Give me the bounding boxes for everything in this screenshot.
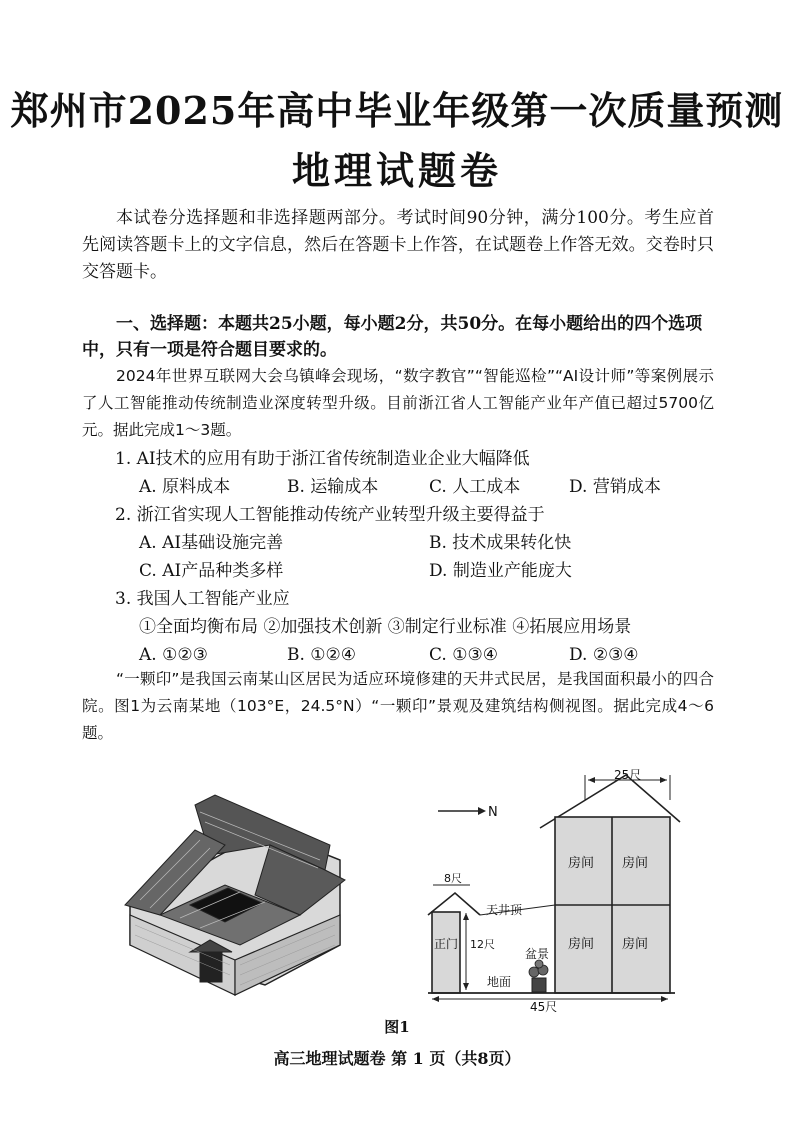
room-label-2: 房间 [622, 856, 649, 871]
question-2-option-d: D. 制造业产能庞大 [429, 561, 572, 581]
question-3-statements: ①全面均衡布局 ②加强技术创新 ③制定行业标准 ④拓展应用场景 [139, 617, 632, 637]
structure-side-view [428, 768, 680, 1014]
exam-instructions: 本试卷分选择题和非选择题两部分。考试时间90分钟，满分100分。考生应首先阅读答题卡上的文字信息，然后在答题卡上作答，在试题卷上作答无效。交卷时只交答题卡。 [82, 208, 714, 282]
question-1-option-d: D. 营销成本 [569, 477, 661, 497]
bonsai-label: 盆景 [525, 947, 550, 961]
question-3-option-a: A. ①②③ [139, 645, 208, 665]
question-3-option-c: C. ①③④ [429, 645, 498, 665]
courtyard-house-illustration [125, 795, 345, 995]
dimension-25-label: 25尺 [614, 768, 642, 782]
question-3-stem: 3. 我国人工智能产业应 [115, 589, 290, 609]
page-footer: 高三地理试题卷 第 1 页（共8页） [273, 1049, 521, 1068]
page-subtitle: 地理试题卷 [291, 148, 502, 193]
dimension-12-label: 12尺 [470, 938, 495, 951]
question-2-stem: 2. 浙江省实现人工智能推动传统产业转型升级主要得益于 [115, 505, 545, 525]
question-1-option-c: C. 人工成本 [429, 477, 521, 497]
figure-caption: 图1 [384, 1018, 410, 1036]
question-2-option-b: B. 技术成果转化快 [429, 533, 572, 553]
ground-label: 地面 [487, 975, 512, 989]
room-label-3: 房间 [568, 937, 595, 952]
north-label: N [488, 805, 498, 820]
question-3-option-b: B. ①②④ [287, 645, 357, 665]
room-label-1: 房间 [568, 856, 595, 871]
dimension-45-label: 45尺 [530, 1000, 558, 1014]
question-3-option-d: D. ②③④ [569, 645, 639, 665]
section-heading: 一、选择题：本题共25小题，每小题2分，共50分。在每小题给出的四个选项中，只有一项是符合题目要求的。 [82, 314, 703, 360]
question-2-option-a: A. AI基础设施完善 [139, 533, 284, 553]
skylight-label: 天井顶 [486, 903, 523, 917]
bonsai-icon [529, 960, 548, 992]
question-1-option-b: B. 运输成本 [287, 477, 379, 497]
question-2-option-c: C. AI产品种类多样 [139, 561, 284, 581]
room-label-4: 房间 [622, 937, 649, 952]
page-title: 郑州市2025年高中毕业年级第一次质量预测 [10, 88, 784, 133]
gate-label: 正门 [434, 937, 459, 951]
passage-1: 2024年世界互联网大会乌镇峰会现场，“数字教官”“智能巡检”“AI设计师”等案例展示了人工智能推动传统制造业深度转型升级。目前浙江省人工智能产业年产值已超过5700亿元。据此完成1～3题。 [82, 367, 714, 439]
passage-2: “一颗印”是我国云南某山区居民为适应环境修建的天井式民居，是我国面积最小的四合院。图1为云南某地（103°E，24.5°N）“一颗印”景观及建筑结构侧视图。据此完成4～6题。 [82, 670, 714, 742]
dimension-8-label: 8尺 [444, 872, 462, 885]
question-1-stem: 1. AI技术的应用有助于浙江省传统制造业企业大幅降低 [115, 449, 530, 469]
question-1-option-a: A. 原料成本 [139, 477, 231, 497]
